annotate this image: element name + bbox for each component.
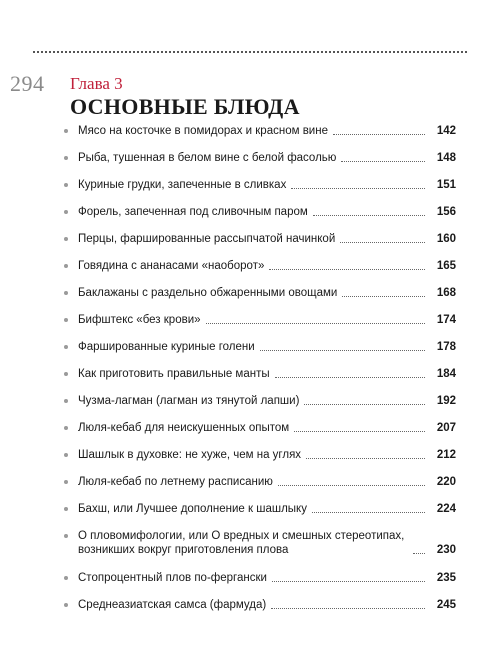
bullet-icon xyxy=(64,534,68,538)
toc-entry-title: Баклажаны с раздельно обжаренными овощами xyxy=(78,287,338,299)
bullet-icon xyxy=(64,372,68,376)
toc-entry-title: Как приготовить правильные манты xyxy=(78,368,270,380)
toc-entry-page: 224 xyxy=(436,503,456,515)
bullet-icon xyxy=(64,426,68,430)
bullet-icon xyxy=(64,156,68,160)
toc-entry-page: 160 xyxy=(436,233,456,245)
toc-entry-title: Рыба, тушенная в белом вине с белой фасолью xyxy=(78,152,337,164)
dot-leader xyxy=(278,485,425,486)
toc-entry-title: Бифштекс «без крови» xyxy=(78,314,201,326)
top-dotted-rule xyxy=(33,51,467,53)
toc-entry-page: 184 xyxy=(436,368,456,380)
toc-entry-title: О пловомифологии, или О вредных и смешных стереотипах, возникших вокруг приготовления плова xyxy=(78,530,405,556)
toc-entry[interactable] xyxy=(64,286,456,300)
bullet-icon xyxy=(64,210,68,214)
toc-entry[interactable] xyxy=(64,571,456,585)
toc-entry-page: 192 xyxy=(436,395,456,407)
toc-entry[interactable] xyxy=(64,475,456,489)
dot-leader xyxy=(313,215,425,216)
toc-entry[interactable] xyxy=(64,259,456,273)
dot-leader xyxy=(271,608,425,609)
toc-entry-page: 174 xyxy=(436,314,456,326)
toc-entry-title: Говядина с ананасами «наоборот» xyxy=(78,260,265,272)
toc-entry-title: Стопроцентный плов по-ферганcки xyxy=(78,572,267,584)
toc-entry[interactable] xyxy=(64,598,456,612)
toc-entry[interactable] xyxy=(64,232,456,246)
toc-entry[interactable] xyxy=(64,151,456,165)
dot-leader xyxy=(312,512,425,513)
dot-leader xyxy=(306,458,425,459)
toc-entry[interactable] xyxy=(64,502,456,516)
toc-entry[interactable] xyxy=(64,124,456,138)
toc-entry-title: Перцы, фаршированные рассыпчатой начинкой xyxy=(78,233,336,245)
dot-leader xyxy=(291,188,425,189)
bullet-icon xyxy=(64,183,68,187)
toc-entry-title: Люля-кебаб для неискушенных опытом xyxy=(78,422,290,434)
toc-entry-title: Бахш, или Лучшее дополнение к шашлыку xyxy=(78,503,307,515)
toc-entry-page: 207 xyxy=(436,422,456,434)
toc-entry[interactable] xyxy=(64,178,456,192)
bullet-icon xyxy=(64,576,68,580)
toc-entry-page: 245 xyxy=(436,599,456,611)
toc-entry-page: 220 xyxy=(436,476,456,488)
toc-entry-page: 165 xyxy=(436,260,456,272)
dot-leader xyxy=(272,581,425,582)
dot-leader xyxy=(342,296,425,297)
toc-entry[interactable] xyxy=(64,529,456,557)
dot-leader xyxy=(333,134,425,135)
dot-leader xyxy=(206,323,425,324)
toc-entry-title: Фаршированные куриные голени xyxy=(78,341,255,353)
bullet-icon xyxy=(64,453,68,457)
chapter-label: Глава 3 xyxy=(70,74,123,93)
toc-entry[interactable] xyxy=(64,205,456,219)
bullet-icon xyxy=(64,603,68,607)
toc-entry-page: 151 xyxy=(436,179,456,191)
toc-entry-page: 156 xyxy=(436,206,456,218)
toc-entry-page: 142 xyxy=(436,125,456,137)
toc-entry-title: Форель, запеченная под сливочным паром xyxy=(78,206,308,218)
dot-leader xyxy=(304,404,425,405)
dot-leader xyxy=(269,269,425,270)
dot-leader xyxy=(260,350,425,351)
chapter-title: ОСНОВНЫЕ БЛЮДА xyxy=(70,94,300,119)
dot-leader xyxy=(275,377,425,378)
toc-entry-title: Куриные грудки, запеченные в сливках xyxy=(78,179,287,191)
page-number: 294 xyxy=(10,71,45,96)
bullet-icon xyxy=(64,129,68,133)
toc-entry-title: Люля-кебаб по летнему расписанию xyxy=(78,476,273,488)
toc-entry-title: Мясо на косточке в помидорах и красном вине xyxy=(78,125,328,137)
bullet-icon xyxy=(64,507,68,511)
dot-leader xyxy=(340,242,425,243)
toc-entry-page: 148 xyxy=(436,152,456,164)
toc-entry-page: 235 xyxy=(436,572,456,584)
bullet-icon xyxy=(64,480,68,484)
toc-entry-page: 178 xyxy=(436,341,456,353)
bullet-icon xyxy=(64,318,68,322)
toc-entry-title: Шашлык в духовке: не хуже, чем на углях xyxy=(78,449,302,461)
toc-entry-title: Чузма-лагман (лагман из тянутой лапши) xyxy=(78,395,300,407)
bullet-icon xyxy=(64,264,68,268)
dot-leader xyxy=(341,161,425,162)
toc-entry[interactable] xyxy=(64,394,456,408)
toc-entry-page: 212 xyxy=(436,449,456,461)
bullet-icon xyxy=(64,399,68,403)
bullet-icon xyxy=(64,237,68,241)
toc-entry[interactable] xyxy=(64,340,456,354)
dot-leader xyxy=(294,431,425,432)
toc-entry[interactable] xyxy=(64,367,456,381)
toc-entry-title: Среднеазиатская самса (фармуда) xyxy=(78,599,267,611)
toc-entry[interactable] xyxy=(64,421,456,435)
toc-entry-page: 230 xyxy=(436,544,456,556)
bullet-icon xyxy=(64,345,68,349)
dot-leader xyxy=(413,553,425,554)
bullet-icon xyxy=(64,291,68,295)
toc-entry-page: 168 xyxy=(436,287,456,299)
table-of-contents xyxy=(64,124,456,625)
toc-entry[interactable] xyxy=(64,313,456,327)
toc-entry[interactable] xyxy=(64,448,456,462)
